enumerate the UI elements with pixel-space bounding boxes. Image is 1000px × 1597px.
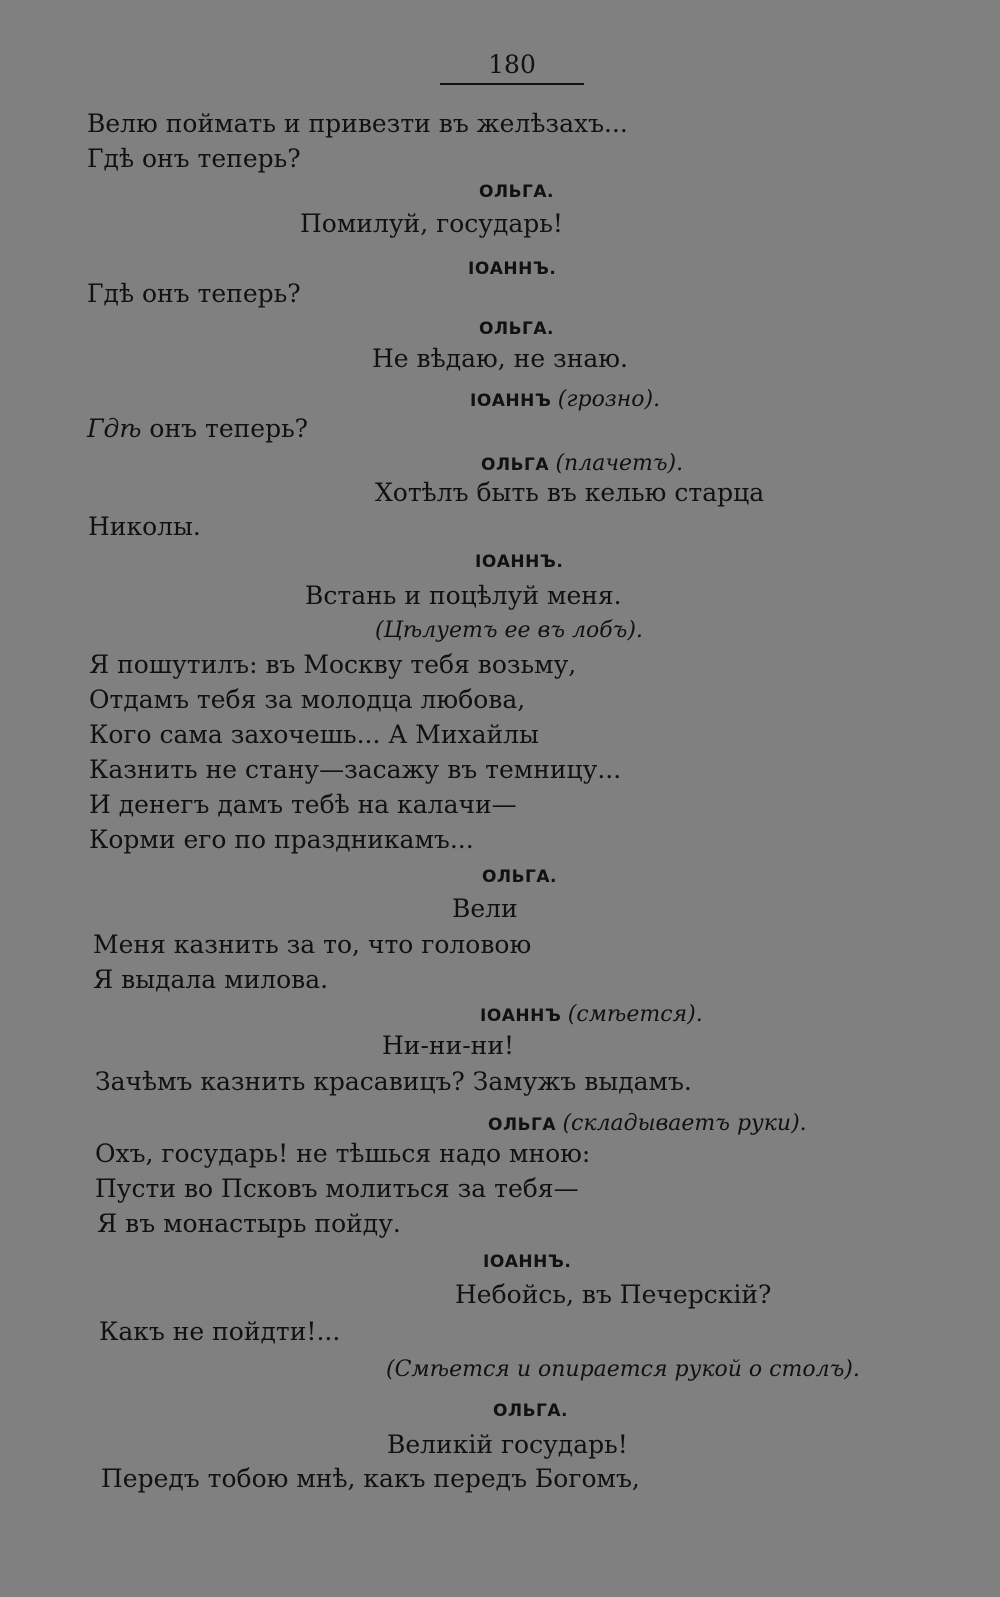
speaker-name: ІОАННЪ xyxy=(480,1006,562,1026)
stage-direction: (складываетъ руки). xyxy=(562,1111,807,1136)
verse-line: Гдѣ онъ теперь? xyxy=(87,279,301,308)
speaker-name: ОЛЬГА. xyxy=(482,867,557,887)
verse-line: Меня казнить за то, что головою xyxy=(93,930,532,959)
verse-line: Кого сама захочешь... А Михайлы xyxy=(89,720,539,749)
verse-line: И денегъ дамъ тебѣ на калачи— xyxy=(89,790,517,819)
page-number: 180 xyxy=(488,50,536,79)
speaker-name: ОЛЬГА. xyxy=(493,1401,568,1421)
verse-line: Не вѣдаю, не знаю. xyxy=(372,344,628,373)
verse-line xyxy=(87,413,308,445)
verse-line: Передъ тобою мнѣ, какъ передъ Богомъ, xyxy=(101,1464,640,1493)
verse-line: Великій государь! xyxy=(387,1430,628,1459)
speaker-name: ОЛЬГА xyxy=(481,455,550,475)
verse-line: Николы. xyxy=(88,512,201,541)
verse-line: Велю поймать и привезти въ желѣзахъ... xyxy=(87,109,628,138)
speaker-name: ІОАННЪ. xyxy=(475,552,564,572)
speaker-with-direction xyxy=(488,1112,807,1137)
speaker-with-direction xyxy=(481,452,683,477)
verse-line: Помилуй, государь! xyxy=(300,209,563,238)
verse-line: Я въ монастырь пойду. xyxy=(97,1209,401,1238)
speaker-name: ОЛЬГА. xyxy=(479,182,554,202)
speaker-with-direction xyxy=(480,1003,703,1028)
speaker-name: ОЛЬГА xyxy=(488,1115,557,1135)
speaker-name: ІОАННЪ. xyxy=(468,259,557,279)
verse-line: Небойсь, въ Печерскій? xyxy=(455,1280,772,1309)
verse-line: Казнить не стану—засажу въ темницу... xyxy=(89,755,622,784)
speaker-name: ІОАННЪ xyxy=(470,391,552,411)
verse-line: Пусти во Псковъ молиться за тебя— xyxy=(95,1174,579,1203)
stage-direction: (Смѣется и опирается рукой о столъ). xyxy=(386,1357,860,1382)
speaker-name: ОЛЬГА. xyxy=(479,319,554,339)
verse-line: Отдамъ тебя за молодца любова, xyxy=(89,685,526,714)
stage-direction: (Цѣлуетъ ее въ лобъ). xyxy=(375,618,643,643)
verse-line: Я выдала милова. xyxy=(93,965,329,994)
speaker-with-direction xyxy=(470,388,660,413)
stage-direction: (грозно). xyxy=(557,387,661,412)
verse-line: Охъ, государь! не тѣшься надо мною: xyxy=(95,1139,591,1168)
verse-line: Вели xyxy=(452,894,518,923)
verse-line: Встань и поцѣлуй меня. xyxy=(305,581,622,610)
verse-line: Хотѣлъ быть въ келью старца xyxy=(375,478,765,507)
verse-line: Корми его по праздникамъ... xyxy=(89,825,474,854)
verse-line: Я пошутилъ: въ Москву тебя возьму, xyxy=(89,650,577,679)
verse-line: Гдѣ онъ теперь? xyxy=(87,144,301,173)
emphasis-text: Гдѣ xyxy=(87,414,142,443)
speaker-name: ІОАННЪ. xyxy=(483,1252,572,1272)
page-number-rule xyxy=(440,83,584,85)
verse-line: Зачѣмъ казнить красавицъ? Замужъ выдамъ. xyxy=(95,1067,692,1096)
verse-line: Какъ не пойдти!... xyxy=(99,1317,341,1346)
stage-direction: (смѣется). xyxy=(567,1002,703,1027)
stage-direction: (плачетъ). xyxy=(555,451,684,476)
verse-text: онъ теперь? xyxy=(141,414,309,443)
verse-line: Ни-ни-ни! xyxy=(382,1031,515,1060)
